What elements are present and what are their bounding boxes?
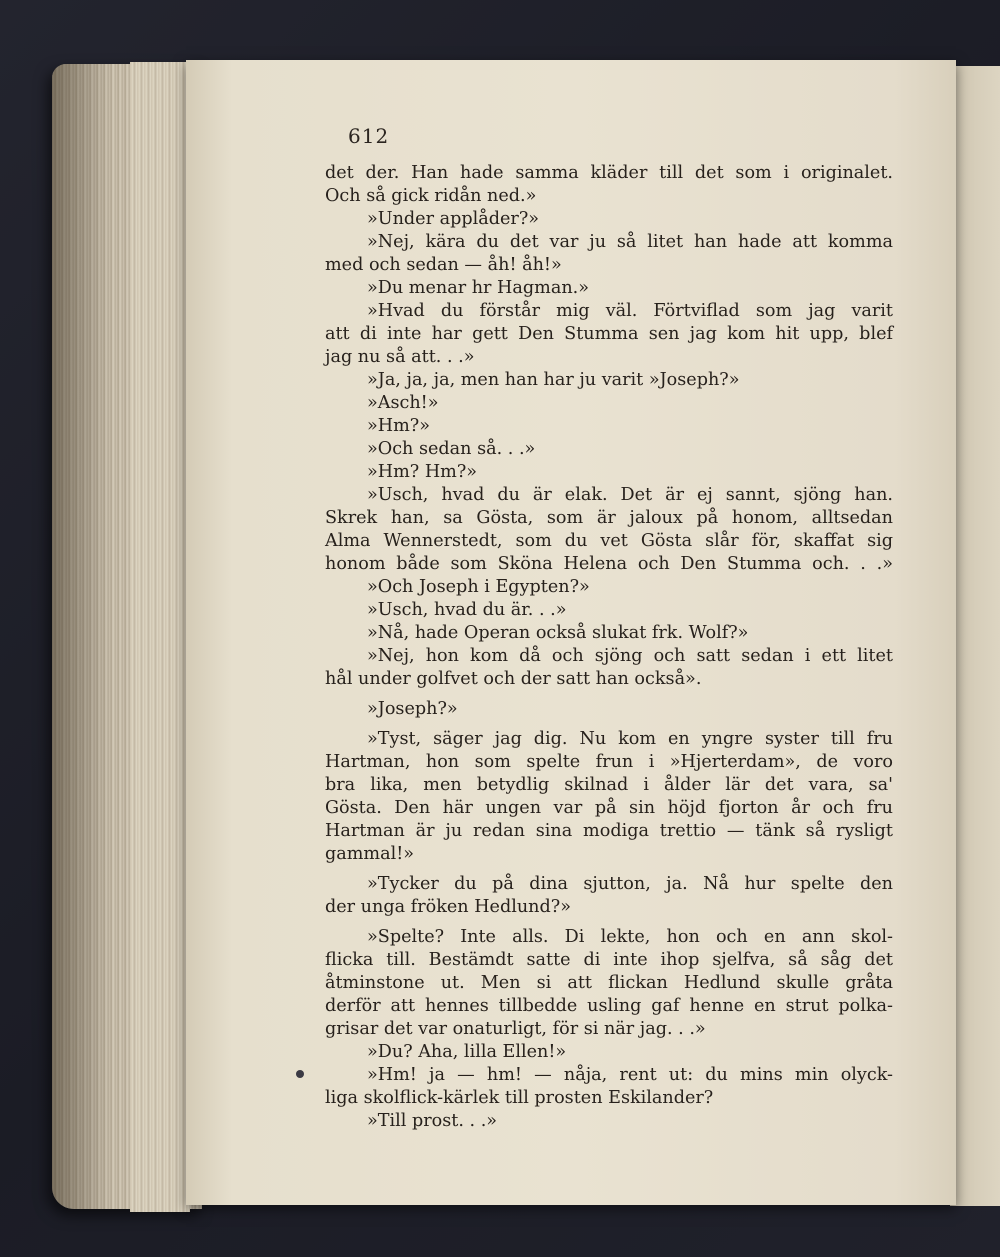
text-line: »Hm? Hm?» (367, 462, 478, 482)
text-line: »Ja, ja, ja, men han har ju varit »Joseph?» (367, 370, 740, 390)
book-gutter (130, 62, 190, 1212)
text-line: »Du? Aha, lilla Ellen!» (367, 1042, 567, 1062)
text-line: »Joseph?» (367, 699, 458, 719)
text-line: grisar det var onaturligt, för si när jag. . .» (325, 1019, 706, 1039)
text-line: »Tycker du på dina sjutton, ja. Nå hur spelte den (367, 874, 893, 894)
page-body-text (325, 162, 893, 1133)
text-line: derför att hennes tillbedde usling gaf henne en strut polka- (325, 996, 893, 1016)
book-edge-shadow (52, 64, 112, 1209)
text-line: bra lika, men betydlig skilnad i ålder lär det vara, sa' (325, 775, 893, 795)
text-line: »Tyst, säger jag dig. Nu kom en yngre syster till fru (367, 729, 893, 749)
text-line: Gösta. Den här ungen var på sin höjd fjorton år och fru (325, 798, 893, 818)
text-line: åtminstone ut. Men si att flickan Hedlund skulle gråta (325, 973, 893, 993)
text-line: »Asch!» (367, 393, 439, 413)
text-line: Och så gick ridån ned.» (325, 186, 537, 206)
text-line: flicka till. Bestämdt satte di inte ihop sjelfva, så såg det (325, 950, 893, 970)
text-line: »Hm?» (367, 416, 430, 436)
text-line: Hartman, hon som spelte frun i »Hjerterdam», de voro (325, 752, 893, 772)
text-line: »Till prost. . .» (367, 1111, 498, 1131)
text-line: »Du menar hr Hagman.» (367, 278, 590, 298)
text-line: »Hm! ja — hm! — nåja, rent ut: du mins min olyck- (367, 1065, 893, 1085)
text-line: »Under applåder?» (367, 209, 540, 229)
text-line: »Usch, hvad du är. . .» (367, 600, 567, 620)
page-number: 612 (348, 124, 390, 148)
text-line: »Nå, hade Operan också slukat frk. Wolf?» (367, 623, 749, 643)
text-line: Alma Wennerstedt, som du vet Gösta slår för, skaffat sig (325, 531, 893, 551)
adjacent-page-strip (950, 66, 1000, 1206)
text-line: gammal!» (325, 844, 415, 864)
text-line: Skrek han, sa Gösta, som är jaloux på honom, alltsedan (325, 508, 893, 528)
text-line: honom både som Sköna Helena och Den Stumma och. . .» (325, 554, 893, 574)
text-line: »Och sedan så. . .» (367, 439, 536, 459)
margin-dot-mark (296, 1070, 304, 1078)
text-line: »Nej, hon kom då och sjöng och satt sedan i ett litet (367, 646, 893, 666)
text-line: »Och Joseph i Egypten?» (367, 577, 590, 597)
text-line: »Nej, kära du det var ju så litet han hade att komma (367, 232, 893, 252)
text-line: »Spelte? Inte alls. Di lekte, hon och en ann skol- (367, 927, 893, 947)
text-line: »Hvad du förstår mig väl. Förtviflad som jag varit (367, 301, 893, 321)
text-line: liga skolflick-kärlek till prosten Eskilander? (325, 1088, 714, 1108)
text-line: hål under golfvet och der satt han också». (325, 669, 702, 689)
text-line: jag nu så att. . .» (325, 347, 475, 367)
text-line: det der. Han hade samma kläder till det som i originalet. (325, 163, 893, 183)
text-line: med och sedan — åh! åh!» (325, 255, 562, 275)
text-line: »Usch, hvad du är elak. Det är ej sannt, sjöng han. (367, 485, 893, 505)
text-line: der unga fröken Hedlund?» (325, 897, 571, 917)
text-line: Hartman är ju redan sina modiga trettio — tänk så rysligt (325, 821, 893, 841)
text-line: att di inte har gett Den Stumma sen jag kom hit upp, blef (325, 324, 893, 344)
